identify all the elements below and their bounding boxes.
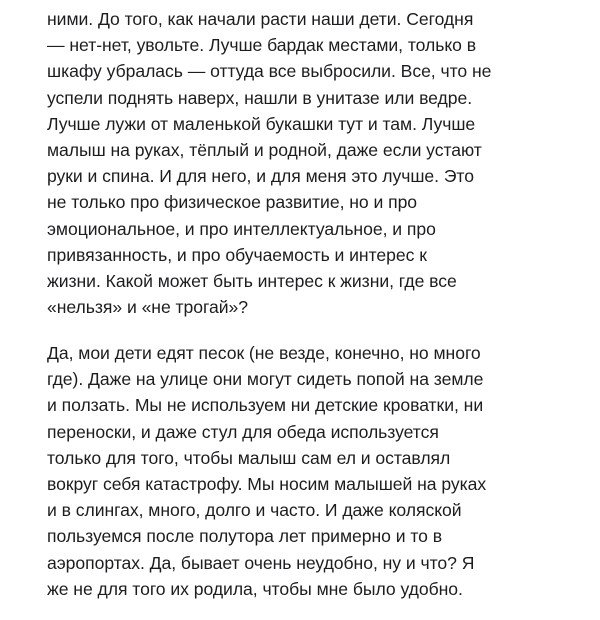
text-line: жизни. Какой может быть интерес к жизни, где все (47, 270, 457, 291)
text-line: шкафу убралась — оттуда все выбросили. Все, что не (47, 61, 492, 82)
text-line: малыш на руках, тёплый и родной, даже если устают (47, 139, 482, 160)
text-line: пользуемся после полутора лет примерно и то в (47, 526, 443, 547)
text-line: руки и спина. И для него, и для меня это лучше. Это (47, 166, 474, 187)
text-line: и ползать. Мы не используем ни детские кроватки, ни (47, 395, 484, 416)
text-line: же не для того их родила, чтобы мне было удобно. (47, 578, 463, 599)
text-line: — нет-нет, увольте. Лучше бардак местами, только в (47, 35, 477, 56)
text-line: и в слингах, много, долго и часто. И даже коляской (47, 500, 462, 521)
text-line: Лучше лужи от маленькой букашки тут и там. Лучше (47, 113, 476, 134)
text-line: аэропортах. Да, бывает очень неудобно, ну и что? Я (47, 552, 475, 573)
text-line: «нельзя» и «не трогай»? (47, 297, 248, 318)
text-line: не только про физическое развитие, но и про (47, 192, 418, 213)
text-line: успели поднять наверх, нашли в унитазе или ведре. (47, 87, 473, 108)
text-line: где). Даже на улице они могут сидеть попой на земле (47, 369, 484, 390)
paragraph (47, 340, 587, 602)
text-line: только для того, чтобы малыш сам ел и оставлял (47, 447, 451, 468)
paragraph (47, 6, 587, 320)
text-line: эмоциональное, и про интеллектуальное, и про (47, 218, 436, 239)
text-line: переноски, и даже стул для обеда используется (47, 421, 439, 442)
text-line: ними. До того, как начали расти наши дети. Сегодня (47, 9, 474, 29)
text-line: Да, мои дети едят песок (не везде, конечно, но много (47, 343, 481, 363)
text-line: привязанность, и про обучаемость и интерес к (47, 244, 427, 265)
text-line: вокруг себя катастрофу. Мы носим малышей на руках (47, 473, 487, 494)
